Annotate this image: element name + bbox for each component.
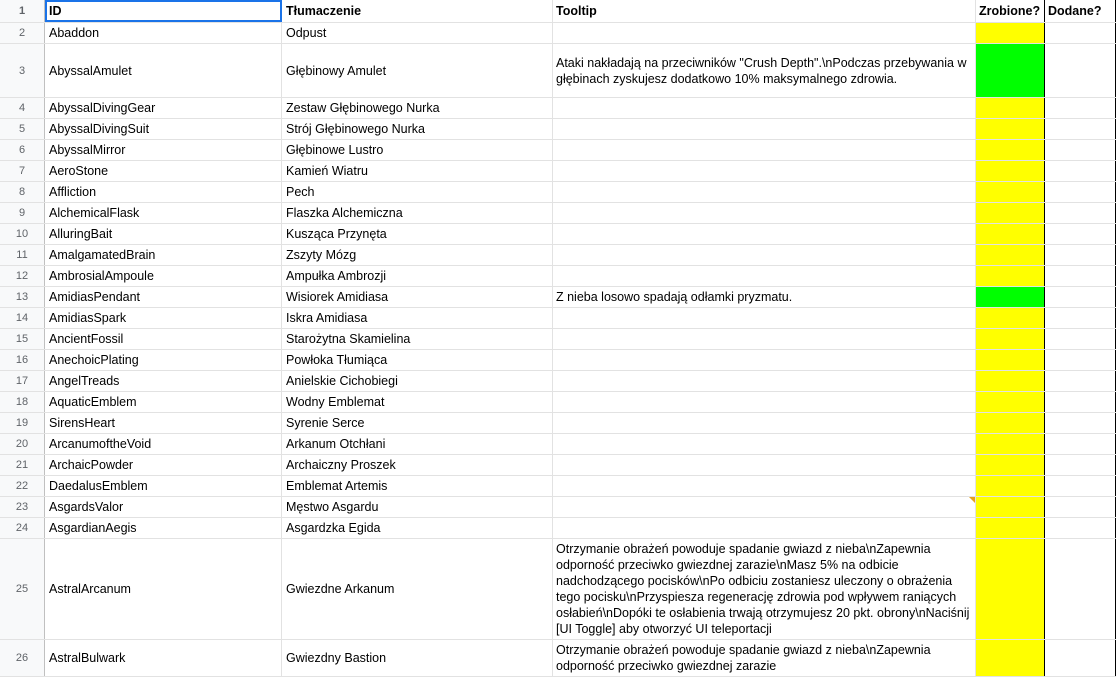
cell-translation[interactable]: Archaiczny Proszek	[282, 455, 553, 475]
cell-id[interactable]: AmalgamatedBrain	[45, 245, 282, 265]
header-id[interactable]: ID	[45, 0, 282, 22]
cell-done[interactable]	[976, 476, 1045, 496]
cell-done[interactable]	[976, 266, 1045, 286]
cell-added[interactable]	[1045, 640, 1116, 676]
cell-tooltip[interactable]	[553, 245, 976, 265]
row-number[interactable]: 24	[0, 518, 45, 538]
cell-tooltip[interactable]	[553, 329, 976, 349]
cell-tooltip[interactable]: Otrzymanie obrażeń powoduje spadanie gwiazd z nieba\nZapewnia odporność przeciwko gwiezdnej zarazie\nMasz 5% na odbicie nadchodzącego pocisków\nPo odbiciu zostaniesz uleczony o obrażenia tego pocisku\nPrzyspiesza regenerację zdrowia pod wpływem raniących osłabień\nDopóki te osłabienia trwają otrzymujesz 20 pkt. obrony\nNaciśnij [UI Toggle] aby otworzyć UI teleportacji	[553, 539, 976, 639]
cell-translation[interactable]: Męstwo Asgardu	[282, 497, 553, 517]
row-number[interactable]: 17	[0, 371, 45, 391]
cell-translation[interactable]: Syrenie Serce	[282, 413, 553, 433]
cell-id[interactable]: Abaddon	[45, 23, 282, 43]
cell-id[interactable]: AbyssalDivingSuit	[45, 119, 282, 139]
cell-translation[interactable]: Flaszka Alchemiczna	[282, 203, 553, 223]
row-number[interactable]: 3	[0, 44, 45, 97]
cell-tooltip[interactable]	[553, 266, 976, 286]
table-row	[0, 455, 1116, 476]
cell-done[interactable]	[976, 371, 1045, 391]
cell-translation[interactable]: Arkanum Otchłani	[282, 434, 553, 454]
cell-id[interactable]: SirensHeart	[45, 413, 282, 433]
cell-id[interactable]: AlchemicalFlask	[45, 203, 282, 223]
cell-done[interactable]	[976, 308, 1045, 328]
cell-done[interactable]	[976, 44, 1045, 97]
cell-translation[interactable]: Głębinowe Lustro	[282, 140, 553, 160]
cell-id[interactable]: AbyssalMirror	[45, 140, 282, 160]
cell-translation[interactable]: Powłoka Tłumiąca	[282, 350, 553, 370]
row-number[interactable]: 21	[0, 455, 45, 475]
cell-id[interactable]: DaedalusEmblem	[45, 476, 282, 496]
cell-id[interactable]: AmidiasPendant	[45, 287, 282, 307]
cell-added[interactable]	[1045, 350, 1116, 370]
cell-tooltip[interactable]	[553, 455, 976, 475]
cell-tooltip[interactable]: Ataki nakładają na przeciwników "Crush Depth".\nPodczas przebywania w głębinach zyskujesz dodatkowo 10% maksymalnego zdrowia.	[553, 44, 976, 97]
cell-added[interactable]	[1045, 287, 1116, 307]
table-row	[0, 539, 1116, 640]
table-row	[0, 140, 1116, 161]
table-row	[0, 413, 1116, 434]
cell-done[interactable]	[976, 329, 1045, 349]
cell-translation[interactable]: Odpust	[282, 23, 553, 43]
table-row	[0, 245, 1116, 266]
cell-translation[interactable]: Gwiezdny Bastion	[282, 640, 553, 676]
cell-added[interactable]	[1045, 44, 1116, 97]
table-row	[0, 329, 1116, 350]
cell-done[interactable]	[976, 434, 1045, 454]
cell-added[interactable]	[1045, 413, 1116, 433]
table-row	[0, 350, 1116, 371]
cell-added[interactable]	[1045, 224, 1116, 244]
cell-done[interactable]	[976, 23, 1045, 43]
cell-translation[interactable]: Kusząca Przynęta	[282, 224, 553, 244]
cell-translation[interactable]: Emblemat Artemis	[282, 476, 553, 496]
cell-added[interactable]	[1045, 497, 1116, 517]
row-number[interactable]: 9	[0, 203, 45, 223]
cell-tooltip[interactable]	[553, 98, 976, 118]
cell-added[interactable]	[1045, 23, 1116, 43]
cell-id[interactable]: AsgardsValor	[45, 497, 282, 517]
table-row	[0, 161, 1116, 182]
table-row	[0, 23, 1116, 44]
cell-tooltip[interactable]	[553, 413, 976, 433]
cell-tooltip[interactable]: Otrzymanie obrażeń powoduje spadanie gwiazd z nieba\nZapewnia odporność przeciwko gwiezdnej zarazie	[553, 640, 976, 676]
row-number[interactable]: 4	[0, 98, 45, 118]
cell-tooltip[interactable]	[553, 434, 976, 454]
cell-tooltip[interactable]	[553, 350, 976, 370]
cell-added[interactable]	[1045, 371, 1116, 391]
row-number[interactable]: 12	[0, 266, 45, 286]
table-row	[0, 640, 1116, 677]
cell-done[interactable]	[976, 245, 1045, 265]
cell-translation[interactable]: Strój Głębinowego Nurka	[282, 119, 553, 139]
table-row	[0, 308, 1116, 329]
table-row	[0, 476, 1116, 497]
cell-added[interactable]	[1045, 140, 1116, 160]
row-number[interactable]: 16	[0, 350, 45, 370]
cell-done[interactable]	[976, 392, 1045, 412]
row-number[interactable]: 20	[0, 434, 45, 454]
cell-added[interactable]	[1045, 476, 1116, 496]
cell-tooltip[interactable]	[553, 518, 976, 538]
cell-id[interactable]: ArchaicPowder	[45, 455, 282, 475]
cell-added[interactable]	[1045, 539, 1116, 639]
row-number[interactable]: 18	[0, 392, 45, 412]
cell-added[interactable]	[1045, 434, 1116, 454]
table-body	[0, 23, 1116, 677]
cell-id[interactable]: AstralArcanum	[45, 539, 282, 639]
cell-done[interactable]	[976, 518, 1045, 538]
cell-added[interactable]	[1045, 182, 1116, 202]
row-number[interactable]: 1	[0, 0, 45, 22]
row-number[interactable]: 2	[0, 23, 45, 43]
cell-done[interactable]	[976, 224, 1045, 244]
cell-translation[interactable]: Gwiezdne Arkanum	[282, 539, 553, 639]
table-row	[0, 497, 1116, 518]
cell-done[interactable]	[976, 413, 1045, 433]
cell-id[interactable]: AngelTreads	[45, 371, 282, 391]
cell-done[interactable]	[976, 98, 1045, 118]
cell-tooltip[interactable]	[553, 308, 976, 328]
cell-id[interactable]: Affliction	[45, 182, 282, 202]
table-row	[0, 119, 1116, 140]
cell-id[interactable]: AmidiasSpark	[45, 308, 282, 328]
cell-id[interactable]: ArcanumoftheVoid	[45, 434, 282, 454]
cell-done[interactable]	[976, 140, 1045, 160]
row-number[interactable]: 26	[0, 640, 45, 676]
row-number[interactable]: 7	[0, 161, 45, 181]
cell-tooltip[interactable]	[553, 182, 976, 202]
cell-added[interactable]	[1045, 266, 1116, 286]
cell-added[interactable]	[1045, 392, 1116, 412]
cell-id[interactable]: AncientFossil	[45, 329, 282, 349]
row-number[interactable]: 14	[0, 308, 45, 328]
table-row	[0, 266, 1116, 287]
cell-id[interactable]: AlluringBait	[45, 224, 282, 244]
cell-tooltip[interactable]	[553, 476, 976, 496]
cell-tooltip[interactable]	[553, 140, 976, 160]
table-row	[0, 392, 1116, 413]
cell-tooltip[interactable]	[553, 161, 976, 181]
cell-translation[interactable]: Kamień Wiatru	[282, 161, 553, 181]
cell-tooltip[interactable]	[553, 203, 976, 223]
table-row	[0, 98, 1116, 119]
row-number[interactable]: 22	[0, 476, 45, 496]
row-number[interactable]: 19	[0, 413, 45, 433]
cell-done[interactable]	[976, 640, 1045, 676]
cell-translation[interactable]: Zestaw Głębinowego Nurka	[282, 98, 553, 118]
cell-id[interactable]: AsgardianAegis	[45, 518, 282, 538]
cell-done[interactable]	[976, 287, 1045, 307]
cell-tooltip[interactable]	[553, 392, 976, 412]
cell-id[interactable]: AeroStone	[45, 161, 282, 181]
cell-done[interactable]	[976, 497, 1045, 517]
cell-translation[interactable]: Asgardzka Egida	[282, 518, 553, 538]
row-number[interactable]: 13	[0, 287, 45, 307]
cell-tooltip[interactable]: Z nieba losowo spadają odłamki pryzmatu.	[553, 287, 976, 307]
cell-added[interactable]	[1045, 203, 1116, 223]
row-number[interactable]: 11	[0, 245, 45, 265]
cell-translation[interactable]: Iskra Amidiasa	[282, 308, 553, 328]
table-row	[0, 287, 1116, 308]
cell-added[interactable]	[1045, 308, 1116, 328]
header-done[interactable]: Zrobione?	[976, 0, 1045, 22]
cell-tooltip[interactable]	[553, 497, 976, 517]
cell-id[interactable]: AquaticEmblem	[45, 392, 282, 412]
cell-added[interactable]	[1045, 161, 1116, 181]
cell-done[interactable]	[976, 182, 1045, 202]
cell-added[interactable]	[1045, 518, 1116, 538]
cell-tooltip[interactable]	[553, 23, 976, 43]
table-row	[0, 518, 1116, 539]
row-number[interactable]: 15	[0, 329, 45, 349]
table-row	[0, 434, 1116, 455]
cell-translation[interactable]: Ampułka Ambrozji	[282, 266, 553, 286]
cell-translation[interactable]: Starożytna Skamielina	[282, 329, 553, 349]
table-row	[0, 182, 1116, 203]
table-row	[0, 44, 1116, 98]
header-added[interactable]: Dodane?	[1045, 0, 1116, 22]
table-row	[0, 371, 1116, 392]
cell-added[interactable]	[1045, 119, 1116, 139]
cell-done[interactable]	[976, 161, 1045, 181]
cell-added[interactable]	[1045, 329, 1116, 349]
row-number[interactable]: 8	[0, 182, 45, 202]
cell-tooltip[interactable]	[553, 224, 976, 244]
row-number[interactable]: 6	[0, 140, 45, 160]
table-row	[0, 224, 1116, 245]
row-number[interactable]: 5	[0, 119, 45, 139]
table-row	[0, 203, 1116, 224]
row-number[interactable]: 23	[0, 497, 45, 517]
cell-added[interactable]	[1045, 245, 1116, 265]
cell-translation[interactable]: Głębinowy Amulet	[282, 44, 553, 97]
header-tooltip[interactable]: Tooltip	[553, 0, 976, 22]
cell-done[interactable]	[976, 350, 1045, 370]
cell-done[interactable]	[976, 203, 1045, 223]
row-number[interactable]: 10	[0, 224, 45, 244]
cell-id[interactable]: AbyssalAmulet	[45, 44, 282, 97]
cell-done[interactable]	[976, 455, 1045, 475]
cell-translation[interactable]: Zszyty Mózg	[282, 245, 553, 265]
cell-done[interactable]	[976, 539, 1045, 639]
row-number[interactable]: 25	[0, 539, 45, 639]
cell-id[interactable]: AstralBulwark	[45, 640, 282, 676]
cell-added[interactable]	[1045, 455, 1116, 475]
cell-tooltip[interactable]	[553, 371, 976, 391]
cell-translation[interactable]: Anielskie Cichobiegi	[282, 371, 553, 391]
header-translation[interactable]: Tłumaczenie	[282, 0, 553, 22]
cell-tooltip[interactable]	[553, 119, 976, 139]
cell-id[interactable]: AbyssalDivingGear	[45, 98, 282, 118]
cell-id[interactable]: AmbrosialAmpoule	[45, 266, 282, 286]
cell-translation[interactable]: Wisiorek Amidiasa	[282, 287, 553, 307]
cell-translation[interactable]: Pech	[282, 182, 553, 202]
cell-id[interactable]: AnechoicPlating	[45, 350, 282, 370]
cell-done[interactable]	[976, 119, 1045, 139]
cell-added[interactable]	[1045, 98, 1116, 118]
header-row	[0, 0, 1116, 23]
cell-translation[interactable]: Wodny Emblemat	[282, 392, 553, 412]
